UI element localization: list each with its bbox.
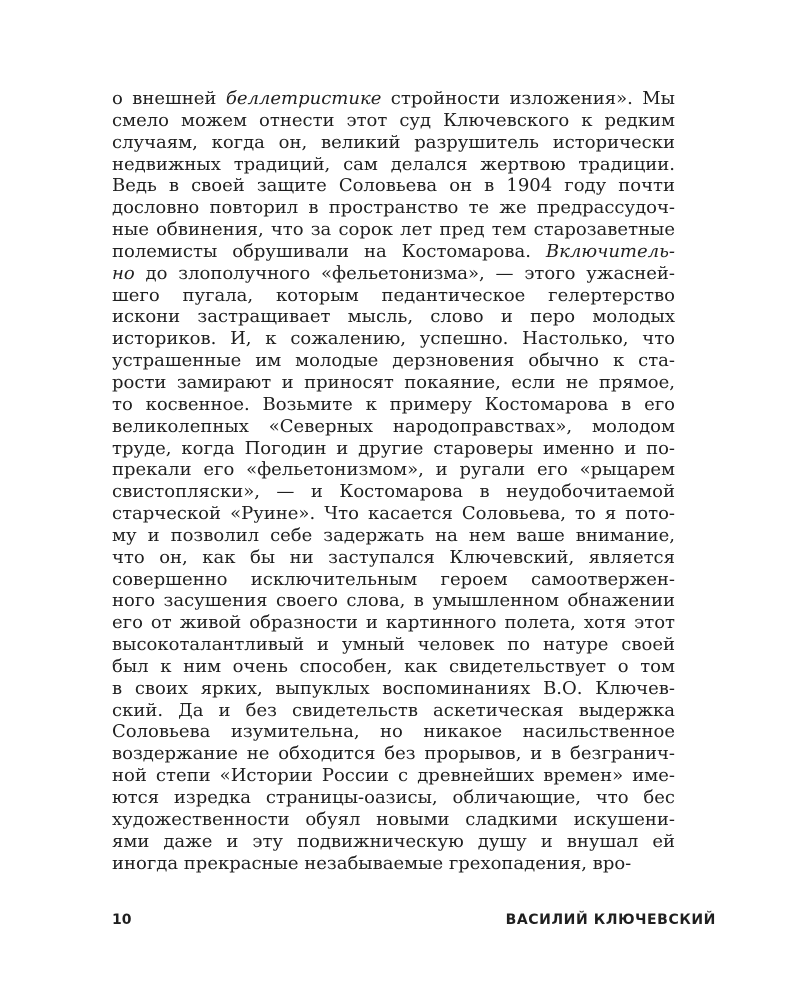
text-line bbox=[112, 787, 675, 809]
text-run: ский. Да и без свидетельств аскетическая выдержка bbox=[112, 699, 675, 721]
text-line bbox=[112, 328, 675, 350]
text-run: ями даже и эту подвижническую душу и внушал ей bbox=[112, 830, 675, 852]
text-line bbox=[112, 154, 675, 176]
text-line bbox=[112, 241, 675, 263]
text-run: стройности изложения». Мы bbox=[381, 88, 675, 109]
text-line bbox=[112, 263, 675, 285]
text-line bbox=[112, 416, 675, 438]
text-run: художественности обуял новыми сладкими искушени- bbox=[112, 808, 675, 830]
text-run: труде, когда Погодин и другие староверы именно и по- bbox=[112, 437, 675, 459]
text-run: иногда прекрасные незабываемые грехопадения, вро- bbox=[112, 852, 632, 874]
italic-text: беллетристике bbox=[225, 88, 382, 109]
text-line bbox=[112, 765, 675, 787]
text-line bbox=[112, 306, 675, 328]
text-run: недвижных традиций, сам делался жертвою традиции. bbox=[112, 153, 675, 175]
text-run: му и позволил себе задержать на нем ваше внимание, bbox=[112, 524, 675, 546]
text-line bbox=[112, 831, 675, 853]
text-run: то косвенное. Возьмите к примеру Костомарова в его bbox=[112, 393, 675, 415]
text-line bbox=[112, 634, 675, 656]
text-run: прекали его «фельетонизмом», и ругали его «рыцарем bbox=[112, 459, 675, 481]
text-run: историков. И, к сожалению, успешно. Настолько, что bbox=[112, 328, 675, 350]
text-run: свистопляски», — и Костомарова в неудобочитаемой bbox=[112, 481, 675, 503]
text-line bbox=[112, 853, 675, 875]
text-run: случаям, когда он, великий разрушитель исторически bbox=[112, 131, 675, 153]
text-run: полемисты обрушивали на Костомарова. bbox=[112, 240, 546, 262]
text-run: ной степи «Истории России с древнейших времен» име- bbox=[112, 765, 675, 787]
text-line bbox=[112, 438, 675, 460]
text-line bbox=[112, 88, 675, 110]
text-run: дословно повторил в пространство те же предрассудоч- bbox=[112, 197, 675, 219]
text-line bbox=[112, 350, 675, 372]
text-line bbox=[112, 547, 675, 569]
text-line bbox=[112, 110, 675, 132]
text-run: устрашенные им молодые дерзновения обычно к ста- bbox=[112, 350, 675, 372]
page-footer bbox=[112, 912, 716, 936]
running-title: ВАСИЛИЙ КЛЮЧЕВСКИЙ bbox=[505, 912, 716, 928]
text-line bbox=[112, 459, 675, 481]
text-line bbox=[112, 721, 675, 743]
text-run: о внешней bbox=[112, 88, 226, 109]
text-line bbox=[112, 503, 675, 525]
text-line bbox=[112, 590, 675, 612]
text-run: ные обвинения, что за сорок лет пред тем старозаветные bbox=[112, 219, 675, 241]
text-line bbox=[112, 132, 675, 154]
text-line bbox=[112, 809, 675, 831]
text-line bbox=[112, 678, 675, 700]
text-run: до злополучного «фельетонизма», — этого ужасней- bbox=[134, 262, 675, 284]
text-run: ного засушения своего слова, в умышленном обнажении bbox=[112, 590, 675, 612]
text-line bbox=[112, 656, 675, 678]
text-run: Ведь в своей защите Соловьева он в 1904 году почти bbox=[112, 175, 675, 197]
text-line bbox=[112, 612, 675, 634]
text-line bbox=[112, 372, 675, 394]
text-line bbox=[112, 197, 675, 219]
text-run: воздержание не обходится без прорывов, и в безгранич- bbox=[112, 743, 675, 765]
italic-text: Включитель- bbox=[545, 240, 675, 262]
text-run: что он, как бы ни заступался Ключевский, является bbox=[112, 546, 675, 568]
text-run: шего пугала, которым педантическое гелертерство bbox=[112, 284, 675, 306]
text-line bbox=[112, 481, 675, 503]
text-line bbox=[112, 743, 675, 765]
text-run: его от живой образности и картинного полета, хотя этот bbox=[112, 612, 675, 634]
text-run: искони застращивает мысль, слово и перо молодых bbox=[112, 306, 675, 328]
text-line bbox=[112, 394, 675, 416]
text-line bbox=[112, 219, 675, 241]
text-run: старческой «Руине». Что касается Соловьева, то я пото- bbox=[112, 503, 675, 525]
body-text bbox=[112, 88, 675, 874]
italic-text: но bbox=[112, 262, 135, 284]
text-run: ются изредка страницы-оазисы, обличающие, что бес bbox=[112, 787, 675, 808]
text-run: рости замирают и приносят покаяние, если не прямое, bbox=[112, 371, 675, 393]
text-line bbox=[112, 525, 675, 547]
text-run: совершенно исключительным героем самоотвержен- bbox=[112, 568, 675, 590]
text-line bbox=[112, 175, 675, 197]
text-line bbox=[112, 700, 675, 722]
text-run: Соловьева изумительна, но никакое насильственное bbox=[112, 721, 675, 743]
text-run: в своих ярких, выпуклых воспоминаниях В.О. Ключев- bbox=[112, 677, 675, 699]
text-run: был к ним очень способен, как свидетельствует о том bbox=[112, 655, 675, 677]
text-run: великолепных «Северных народоправствах», молодом bbox=[112, 415, 675, 437]
text-line bbox=[112, 285, 675, 307]
text-run: смело можем отнести этот суд Ключевского к редким bbox=[112, 109, 675, 131]
text-run: высокоталантливый и умный человек по натуре своей bbox=[112, 634, 675, 656]
page-number: 10 bbox=[112, 912, 132, 928]
text-line bbox=[112, 569, 675, 591]
